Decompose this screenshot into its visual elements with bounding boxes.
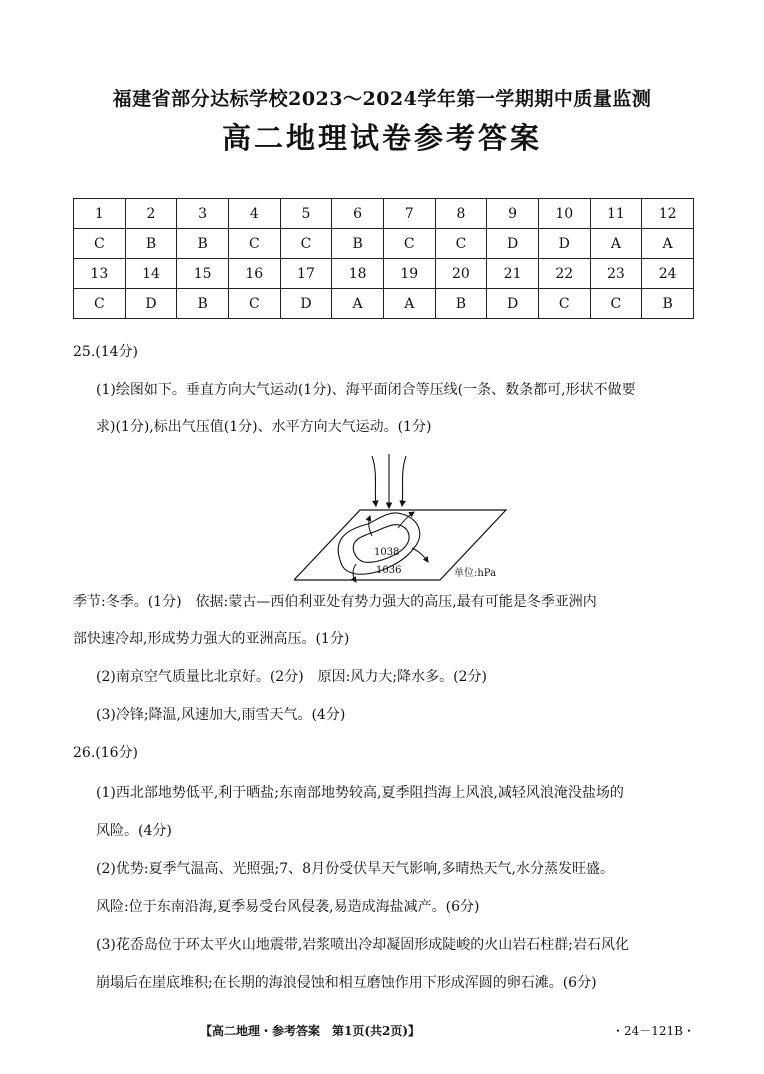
- question-number-cell: 17: [280, 259, 332, 289]
- answer-cell: A: [590, 229, 642, 259]
- descending-air-arrow: [402, 456, 406, 506]
- answer-cell: C: [74, 229, 126, 259]
- answer-cell: C: [280, 229, 332, 259]
- question-number-cell: 19: [383, 259, 435, 289]
- answer-cell: D: [280, 289, 332, 319]
- answer-cell: C: [74, 289, 126, 319]
- question-number-cell: 4: [228, 199, 280, 229]
- answer-cell: C: [538, 289, 590, 319]
- question-number-cell: 1: [74, 199, 126, 229]
- q25-part1-line1: (1)绘图如下。垂直方向大气运动(1分)、海平面闭合等压线(一条、数条都可,形状不做要: [96, 382, 636, 398]
- isobar-label-inner: 1038: [374, 547, 400, 558]
- question-number-cell: 12: [642, 199, 694, 229]
- question-number-cell: 14: [125, 259, 177, 289]
- q26-heading: 26.(16分): [73, 745, 139, 761]
- answer-cell: B: [435, 289, 487, 319]
- q26-part2-line1: (2)优势:夏季气温高、光照强;7、8月份受伏旱天气影响,多晴热天气,水分蒸发旺盛。: [96, 861, 614, 877]
- answer-cell: A: [332, 289, 384, 319]
- answer-cell: B: [177, 289, 229, 319]
- exam-title: 福建省部分达标学校2023～2024学年第一学期期中质量监测: [112, 88, 652, 110]
- answer-table: [73, 198, 694, 319]
- answer-cell: B: [125, 229, 177, 259]
- q25-part3: (3)冷锋;降温,风速加大,雨雪天气。(4分): [96, 707, 346, 723]
- question-number-cell: 15: [177, 259, 229, 289]
- question-number-cell: 6: [332, 199, 384, 229]
- answer-cell: C: [590, 289, 642, 319]
- answer-cell: C: [228, 289, 280, 319]
- answer-cell: C: [435, 229, 487, 259]
- question-number-cell: 23: [590, 259, 642, 289]
- answer-cell: D: [125, 289, 177, 319]
- question-number-cell: 21: [487, 259, 539, 289]
- q26-part1-line1: (1)西北部地势低平,利于晒盐;东南部地势较高,夏季阻挡海上风浪,减轻风浪淹没盐场的: [96, 785, 624, 801]
- outflow-arrow: [412, 548, 428, 562]
- isobar-label-outer: 1036: [376, 565, 402, 576]
- answer-row: [74, 289, 694, 319]
- q26-part1-line2: 风险。(4分): [96, 823, 172, 839]
- answer-cell: D: [487, 229, 539, 259]
- q26-part2-line2: 风险:位于东南沿海,夏季易受台风侵袭,易造成海盐减产。(6分): [96, 899, 480, 915]
- q25-heading: 25.(14分): [73, 344, 139, 360]
- question-number-row: [74, 259, 694, 289]
- question-number-cell: 22: [538, 259, 590, 289]
- q25-season-line2: 部快速冷却,形成势力强大的亚洲高压。(1分): [73, 631, 350, 647]
- answer-cell: A: [642, 229, 694, 259]
- question-number-cell: 3: [177, 199, 229, 229]
- question-number-cell: 5: [280, 199, 332, 229]
- question-number-cell: 8: [435, 199, 487, 229]
- question-number-cell: 2: [125, 199, 177, 229]
- q25-part1-line2: 求)(1分),标出气压值(1分)、水平方向大气运动。(1分): [96, 419, 432, 435]
- q25-part2: (2)南京空气质量比北京好。(2分) 原因:风力大;降水多。(2分): [96, 669, 487, 685]
- outflow-arrow: [353, 564, 356, 582]
- answer-cell: C: [383, 229, 435, 259]
- answer-cell: B: [332, 229, 384, 259]
- question-number-cell: 11: [590, 199, 642, 229]
- question-number-cell: 10: [538, 199, 590, 229]
- question-number-cell: 18: [332, 259, 384, 289]
- answer-cell: B: [177, 229, 229, 259]
- unit-label: 单位:hPa: [454, 568, 497, 579]
- answer-key-title: 高二地理试卷参考答案: [221, 121, 542, 155]
- answer-cell: D: [487, 289, 539, 319]
- answer-cell: A: [383, 289, 435, 319]
- page-code: ・24－121B・: [612, 1024, 695, 1038]
- answer-cell: C: [228, 229, 280, 259]
- q26-part3-line1: (3)花岙岛位于环太平火山地震带,岩浆喷出冷却凝固形成陡峻的火山岩石柱群;岩石风化: [96, 937, 629, 953]
- page-footer: 【高二地理・参考答案 第1页(共2页)】: [200, 1024, 421, 1038]
- question-number-cell: 24: [642, 259, 694, 289]
- descending-air-arrow: [372, 456, 376, 506]
- outflow-arrow: [398, 512, 414, 528]
- answer-cell: B: [642, 289, 694, 319]
- question-number-cell: 16: [228, 259, 280, 289]
- question-number-cell: 9: [487, 199, 539, 229]
- pressure-diagram: [294, 452, 514, 584]
- answer-row: [74, 229, 694, 259]
- question-number-cell: 13: [74, 259, 126, 289]
- question-number-row: [74, 199, 694, 229]
- q26-part3-line2: 崩塌后在崖底堆积;在长期的海浪侵蚀和相互磨蚀作用下形成浑圆的卵石滩。(6分): [96, 975, 597, 991]
- question-number-cell: 20: [435, 259, 487, 289]
- answer-cell: D: [538, 229, 590, 259]
- q25-season-line1: 季节:冬季。(1分) 依据:蒙古—西伯利亚处有势力强大的高压,最有可能是冬季亚洲内: [73, 594, 597, 610]
- question-number-cell: 7: [383, 199, 435, 229]
